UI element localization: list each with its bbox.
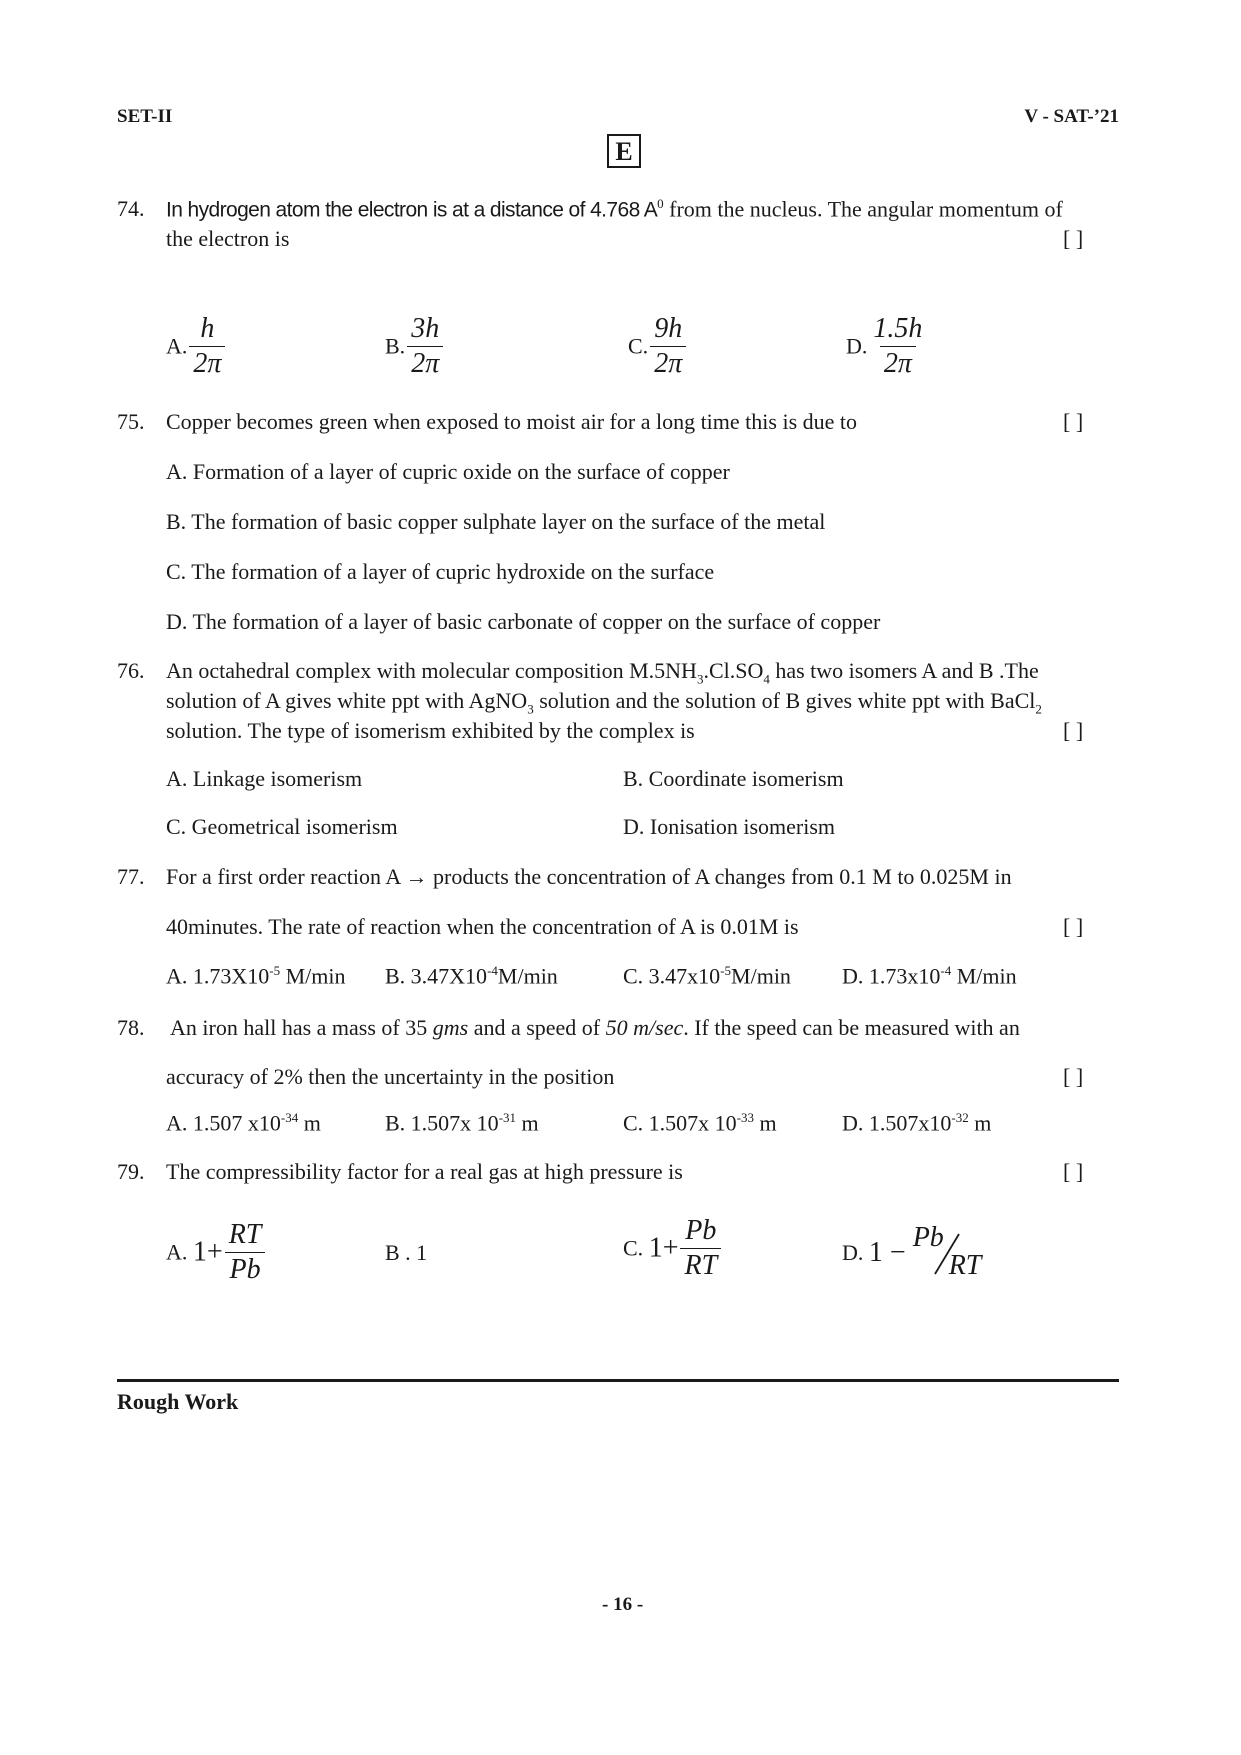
page-number: - 16 - xyxy=(602,1594,644,1615)
q75-number: 75. xyxy=(117,409,145,434)
q75-option-b: B. The formation of basic copper sulphate layer on the surface of the metal xyxy=(166,509,826,534)
q77-line2: 40minutes. The rate of reaction when the concentration of A is 0.01M is xyxy=(166,914,799,939)
q74-line1: In hydrogen atom the electron is at a distance of 4.768 $A^0$ from the nucleus. The angular momentum of xyxy=(166,196,1063,222)
q75-option-c: C. The formation of a layer of cupric hydroxide on the surface xyxy=(166,559,715,584)
q78-line2: accuracy of 2% then the uncertainty in the position xyxy=(166,1064,615,1089)
q77-option-b: B. $3.47X10^{-4}M/\min$ xyxy=(385,963,558,989)
q77-answer-bracket: [ ] xyxy=(1063,914,1084,939)
paper-code-box: E xyxy=(607,134,641,168)
q74-option-b: B. $\frac{3h}{2\pi}$ xyxy=(385,312,443,381)
q79-stem: The compressibility factor for a real gas at high pressure is xyxy=(166,1159,683,1184)
q76-line1: An octahedral complex with molecular composition $M.5NH_3.Cl.SO_4$ has two isomers A and B .The xyxy=(166,658,1039,687)
q79-option-c: C. 1+ $\frac{Pb}{RT}$ xyxy=(623,1214,721,1283)
q77-number: 77. xyxy=(117,864,145,889)
q78-option-c: C. 1.507x $10^{-33}$ m xyxy=(623,1110,777,1136)
q75-stem: Copper becomes green when exposed to moist air for a long time this is due to xyxy=(166,409,858,434)
q77-option-a: A. $1.73X10^{-5}$ M/min xyxy=(166,963,346,989)
q78-option-d: D. $1.507x10^{-32}$ m xyxy=(842,1110,992,1136)
q74-line2: the electron is xyxy=(166,226,290,251)
q76-number: 76. xyxy=(117,658,145,683)
q77-option-c: C. $3.47x10^{-5}M/\min$ xyxy=(623,963,791,989)
q77-line1: For a first order reaction A → products the concentration of A changes from 0.1 M to 0.025M in xyxy=(166,864,1012,889)
q76-option-b: B. Coordinate isomerism xyxy=(623,766,844,791)
q78-option-a: A. 1.507 $x10^{-34}$ m xyxy=(166,1110,321,1136)
q75-answer-bracket: [ ] xyxy=(1063,409,1084,434)
q76-line3: solution. The type of isomerism exhibited by the complex is xyxy=(166,718,695,743)
q74-option-d: D. $\frac{1.5h}{2\pi}$ xyxy=(846,313,923,379)
q79-number: 79. xyxy=(117,1159,145,1184)
q77-option-d: D. $1.73x10^{-4}$ M/min xyxy=(842,963,1017,989)
q74-answer-bracket: [ ] xyxy=(1063,226,1084,251)
q78-number: 78. xyxy=(117,1015,145,1040)
q76-answer-bracket: [ ] xyxy=(1063,718,1084,743)
rough-work-divider xyxy=(117,1379,1119,1382)
q79-answer-bracket: [ ] xyxy=(1063,1159,1084,1184)
exam-label: V - SAT-’21 xyxy=(1024,106,1119,127)
q79-option-b: B . 1 xyxy=(385,1240,428,1265)
q76-option-c: C. Geometrical isomerism xyxy=(166,814,398,839)
q79-option-a: A. 1+ $\frac{RT}{Pb}$ xyxy=(166,1218,265,1287)
set-label: SET-II xyxy=(117,106,173,127)
q74-option-a: A. $\frac{h}{2\pi}$ xyxy=(166,312,225,381)
q78-option-b: B. 1.507x $10^{-31}$ m xyxy=(385,1110,539,1136)
q74-option-c: C. $\frac{9h}{2\pi}$ xyxy=(628,312,686,381)
q75-option-a: A. Formation of a layer of cupric oxide on the surface of copper xyxy=(166,459,730,484)
q75-option-d: D. The formation of a layer of basic carbonate of copper on the surface of copper xyxy=(166,609,881,634)
q78-line1: An iron hall has a mass of 35 gms and a speed of 50 m/sec. If the speed can be measured with an xyxy=(170,1015,1020,1040)
rough-work-heading: Rough Work xyxy=(117,1389,239,1414)
q76-option-a: A. Linkage isomerism xyxy=(166,766,363,791)
q76-option-d: D. Ionisation isomerism xyxy=(623,814,836,839)
q79-option-d: D. 1 − Pb RT xyxy=(842,1222,982,1281)
q78-answer-bracket: [ ] xyxy=(1063,1064,1084,1089)
q76-line2: solution of A gives white ppt with AgNO$_3$ solution and the solution of B gives white ppt with BaCl$_2$ xyxy=(166,688,1042,717)
q74-number: 74. xyxy=(117,196,145,221)
